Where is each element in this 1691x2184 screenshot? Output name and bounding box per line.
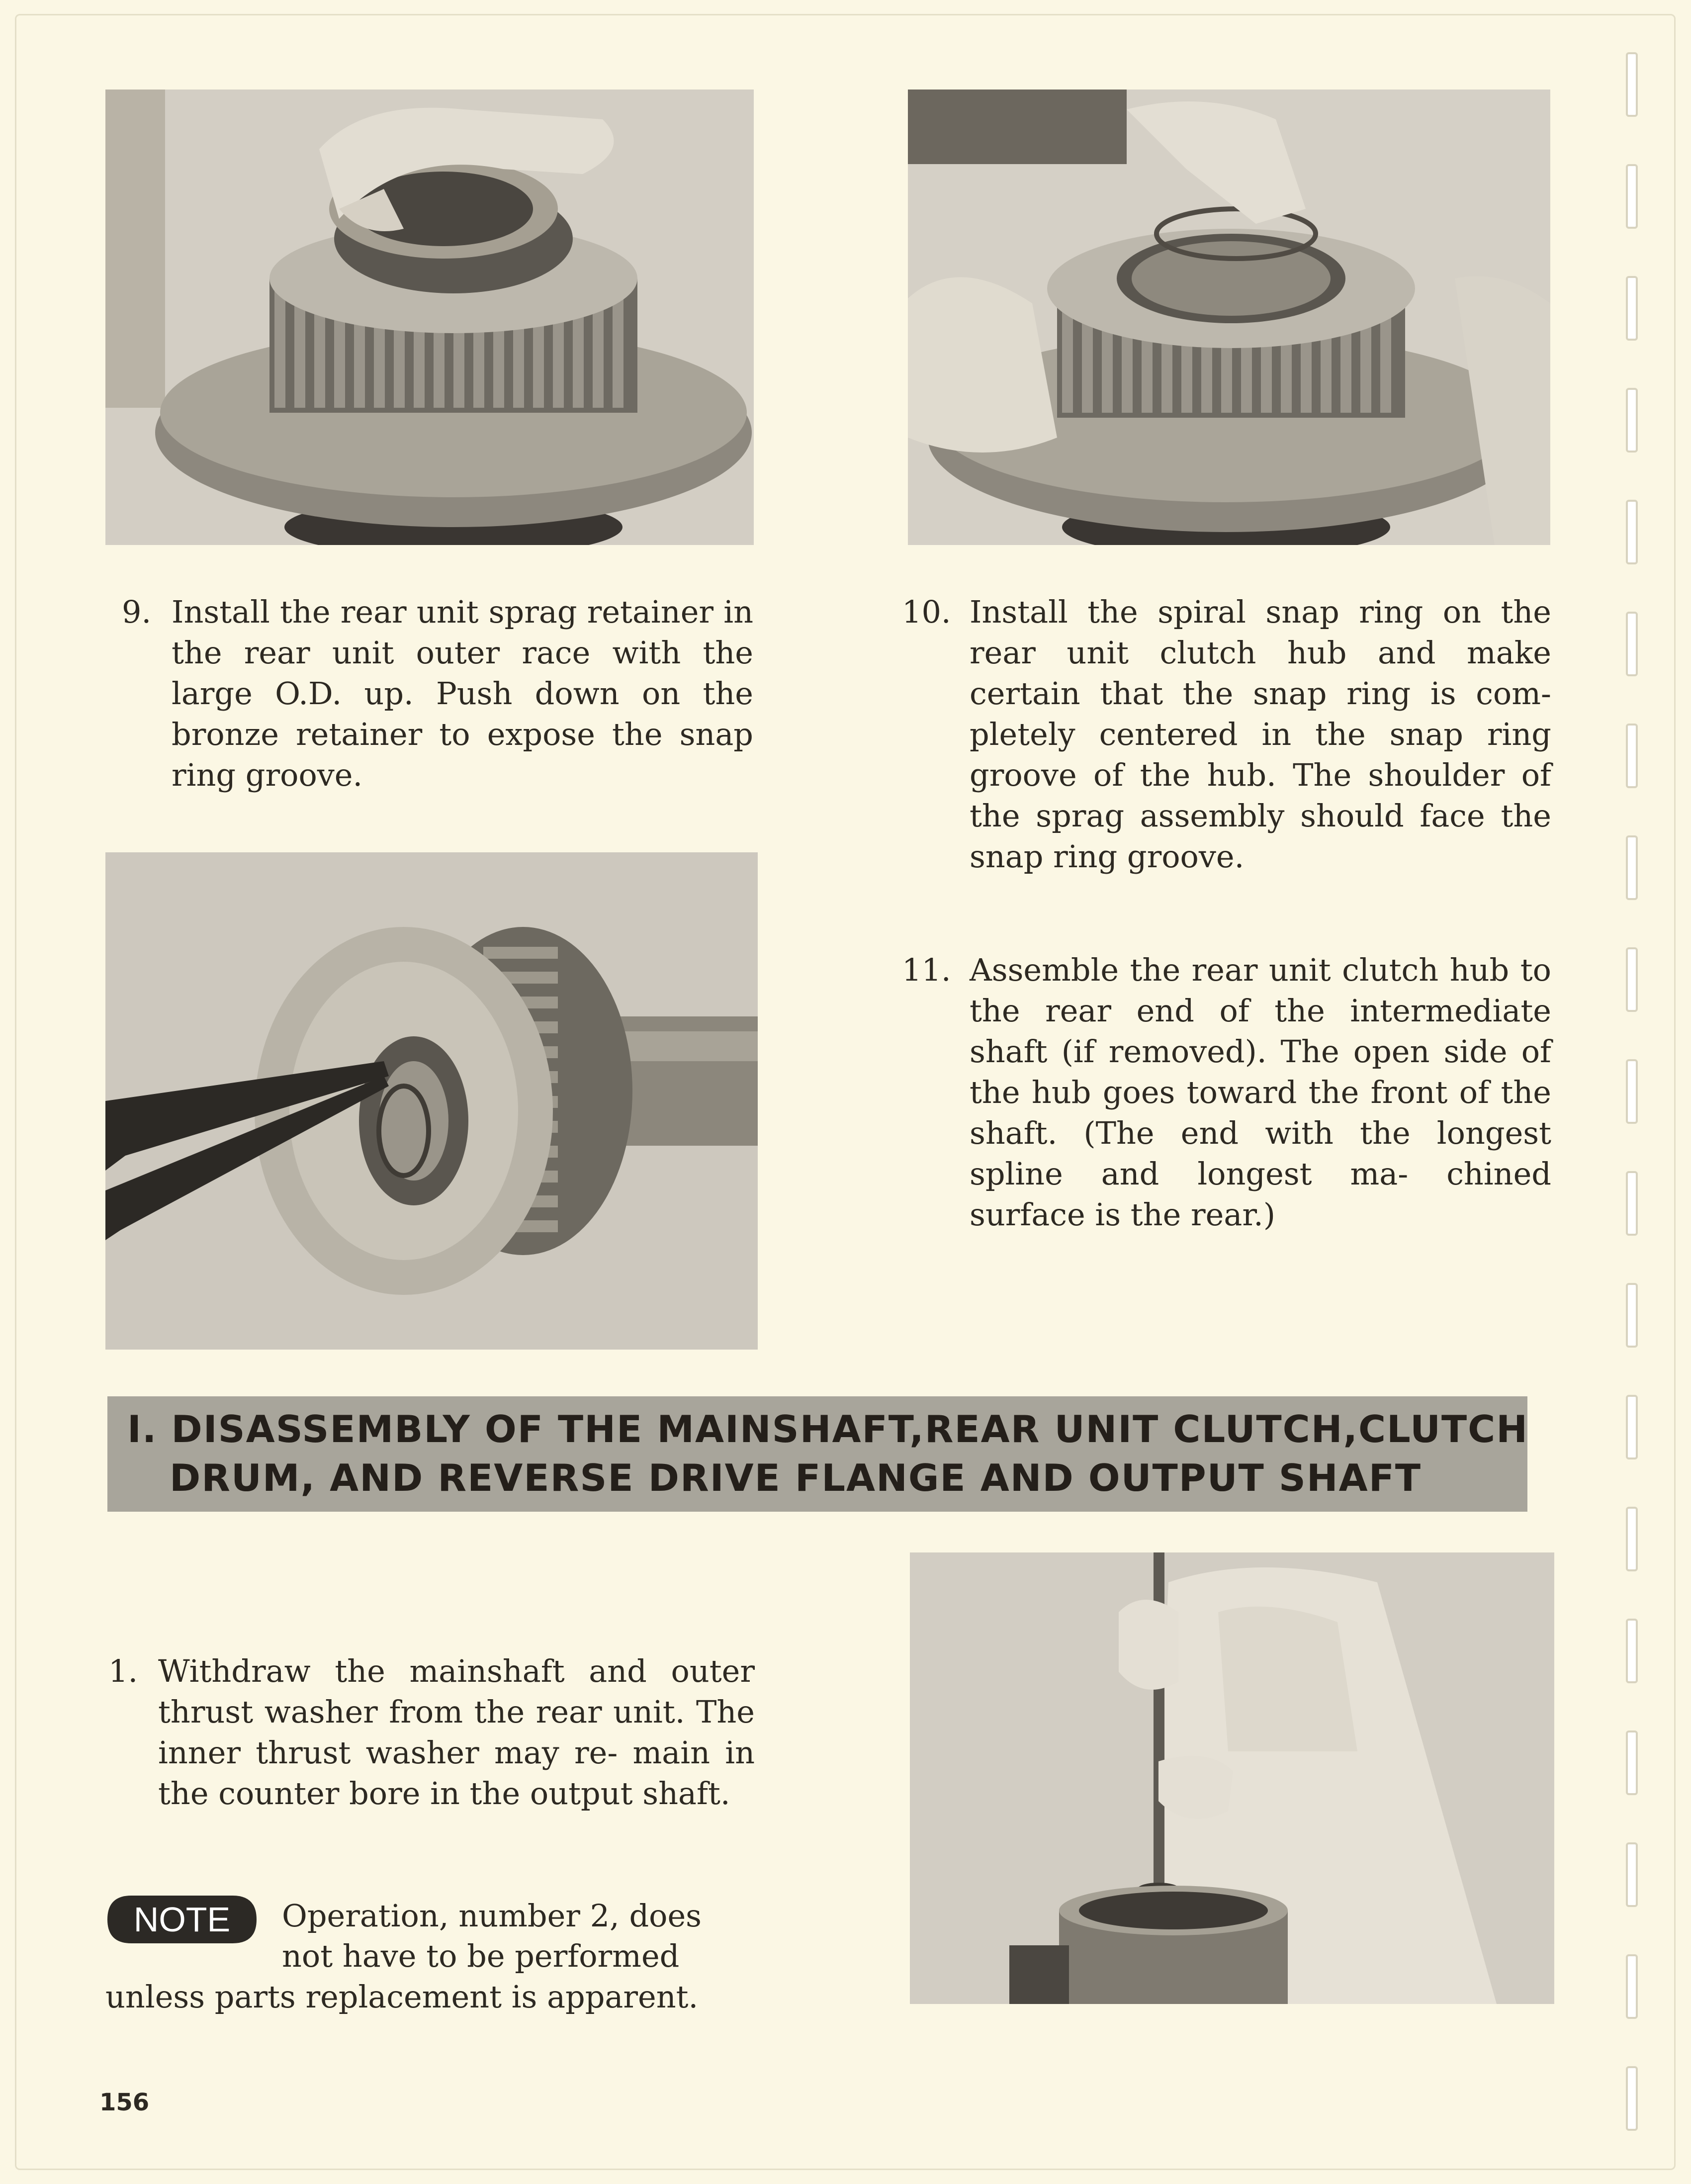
step-9: [122, 592, 763, 796]
binder-hole: [1626, 1842, 1638, 1907]
binder-hole: [1626, 724, 1638, 788]
step-number: 1.: [108, 1653, 138, 1689]
binder-hole: [1626, 1730, 1638, 1795]
binder-hole: [1626, 1619, 1638, 1683]
step-text: Install the rear unit sprag retainer in the rear unit outer race with the large O.D. up. Push down on the bronze retainer to expose the snap ring groove.: [172, 594, 753, 793]
section-heading-line-1: I. DISASSEMBLY OF THE MAINSHAFT,REAR UNIT CLUTCH,CLUTCH: [127, 1407, 1528, 1451]
binder-hole: [1626, 276, 1638, 341]
step-text: Assemble the rear unit clutch hub to the rear end of the intermediate shaft (if removed). The open side of the hub goes toward the front of the shaft. (The end with the longest spline and longest ma- chined surface is the rear.): [970, 952, 1551, 1233]
binder-hole: [1626, 1507, 1638, 1571]
photo-spiral-snap-ring: [908, 90, 1550, 545]
binder-hole: [1626, 1283, 1638, 1348]
binder-hole: [1626, 1059, 1638, 1124]
binder-hole: [1626, 612, 1638, 676]
binder-hole: [1626, 835, 1638, 900]
step-number: 10.: [902, 594, 951, 630]
binder-hole: [1626, 500, 1638, 564]
step-number: 9.: [122, 594, 152, 630]
note-line-2: not have to be performed: [282, 1938, 680, 1974]
step-10: [902, 592, 1553, 880]
section-heading-line-2: DRUM, AND REVERSE DRIVE FLANGE AND OUTPUT SHAFT: [170, 1456, 1422, 1500]
binder-hole: [1626, 1954, 1638, 2019]
note-line-1: Operation, number 2, does: [282, 1898, 702, 1934]
binder-hole: [1626, 2066, 1638, 2131]
binder-hole: [1626, 1171, 1638, 1236]
binder-hole: [1626, 52, 1638, 117]
binder-hole: [1626, 947, 1638, 1012]
note-badge-label: NOTE: [133, 1900, 231, 1939]
binder-hole: [1626, 388, 1638, 453]
step-text: Install the spiral snap ring on the rear unit clutch hub and make certain that the snap ring is com- pletely centered in the snap ring groove of the hub. The shoulder of the sprag assembly should face the snap ring groove.: [970, 594, 1551, 875]
binder-hole: [1626, 1395, 1638, 1459]
photo-clutch-hub-pliers: [105, 852, 758, 1350]
note-badge: [105, 1894, 259, 1945]
photo-withdraw-mainshaft: [910, 1552, 1554, 2004]
photo-sprag-retainer: [105, 90, 754, 545]
note-line-3: unless parts replacement is apparent.: [105, 1979, 699, 2015]
step-number: 11.: [902, 952, 951, 988]
page-number: 156: [99, 2089, 150, 2116]
binder-hole: [1626, 164, 1638, 229]
section-heading-banner: [107, 1396, 1527, 1512]
step-text: Withdraw the mainshaft and outer thrust washer from the rear unit. The inner thrust washer may re- main in the counter bore in the output shaft.: [158, 1653, 755, 1812]
step-11: [902, 950, 1553, 1238]
step-1: [108, 1651, 755, 1860]
